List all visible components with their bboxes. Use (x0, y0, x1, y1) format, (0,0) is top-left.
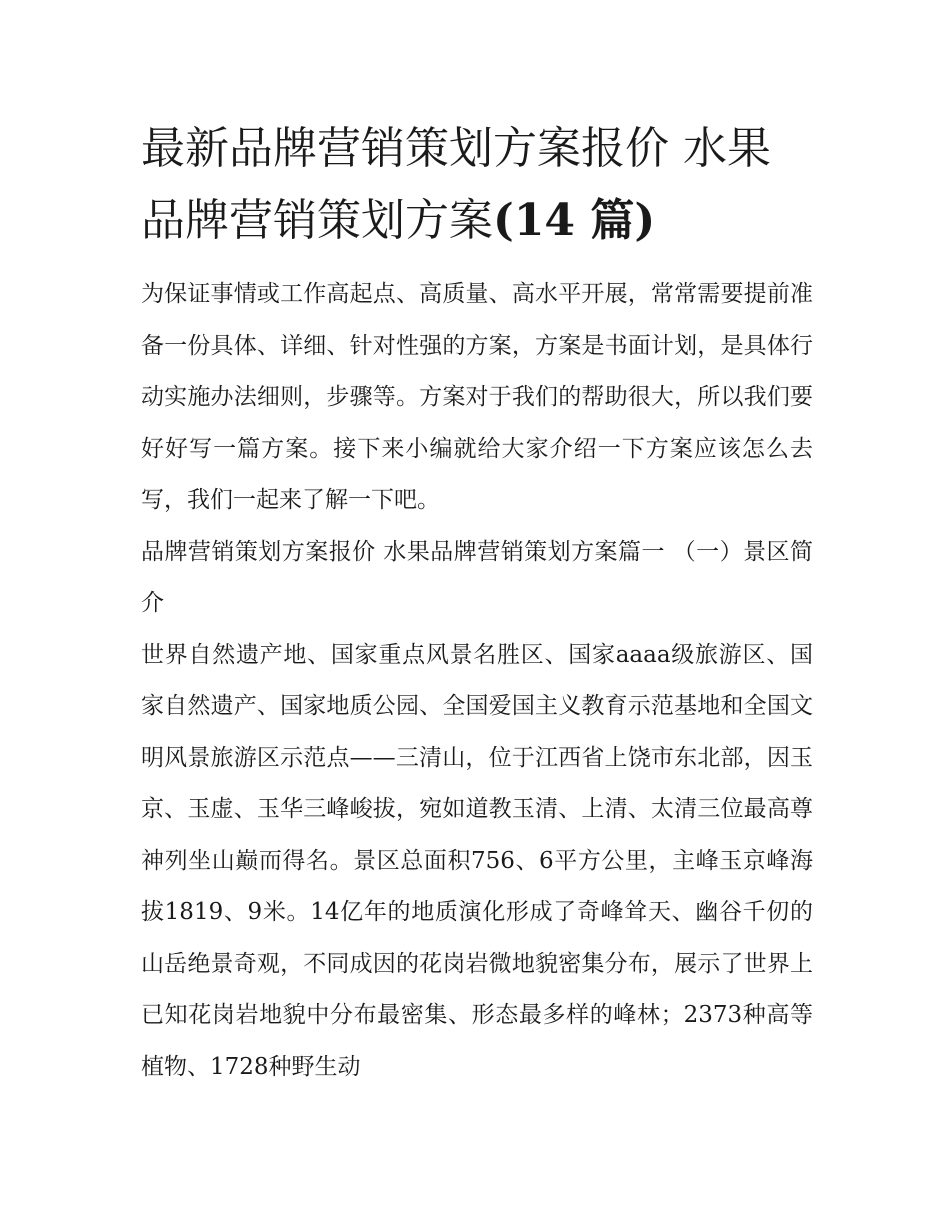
document-title-suffix: (14 篇) (493, 195, 656, 246)
body-paragraph: 世界自然遗产地、国家重点风景名胜区、国家aaaa级旅游区、国家自然遗产、国家地质公园、全国爱国主义教育示范基地和全国文明风景旅游区示范点——三清山，位于江西省上饶市东北部，因玉京、玉虚、玉华三峰峻拔，宛如道教玉清、上清、太清三位最高尊神列坐山巅而得名。景区总面积756、6平方公里，主峰玉京峰海拔1819、9米。14亿年的地质演化形成了奇峰耸天、幽谷千仞的山岳绝景奇观，不同成因的花岗岩微地貌密集分布，展示了世界上已知花岗岩地貌中分布最密集、形态最多样的峰林；2373种高等植物、1728种野生动 (141, 641, 813, 1080)
section-heading: 品牌营销策划方案报价 水果品牌营销策划方案篇一 （一）景区简介 (141, 538, 813, 616)
document-title-main: 最新品牌营销策划方案报价 水果品牌营销策划方案 (141, 123, 771, 246)
document-title (141, 113, 813, 257)
document-content (141, 113, 813, 1093)
intro-paragraph: 为保证事情或工作高起点、高质量、高水平开展，常常需要提前准备一份具体、详细、针对性强的方案，方案是书面计划，是具体行动实施办法细则，步骤等。方案对于我们的帮助很大，所以我们要好好写一篇方案。接下来小编就给大家介绍一下方案应该怎么去写，我们一起来了解一下吧。 (141, 281, 813, 513)
